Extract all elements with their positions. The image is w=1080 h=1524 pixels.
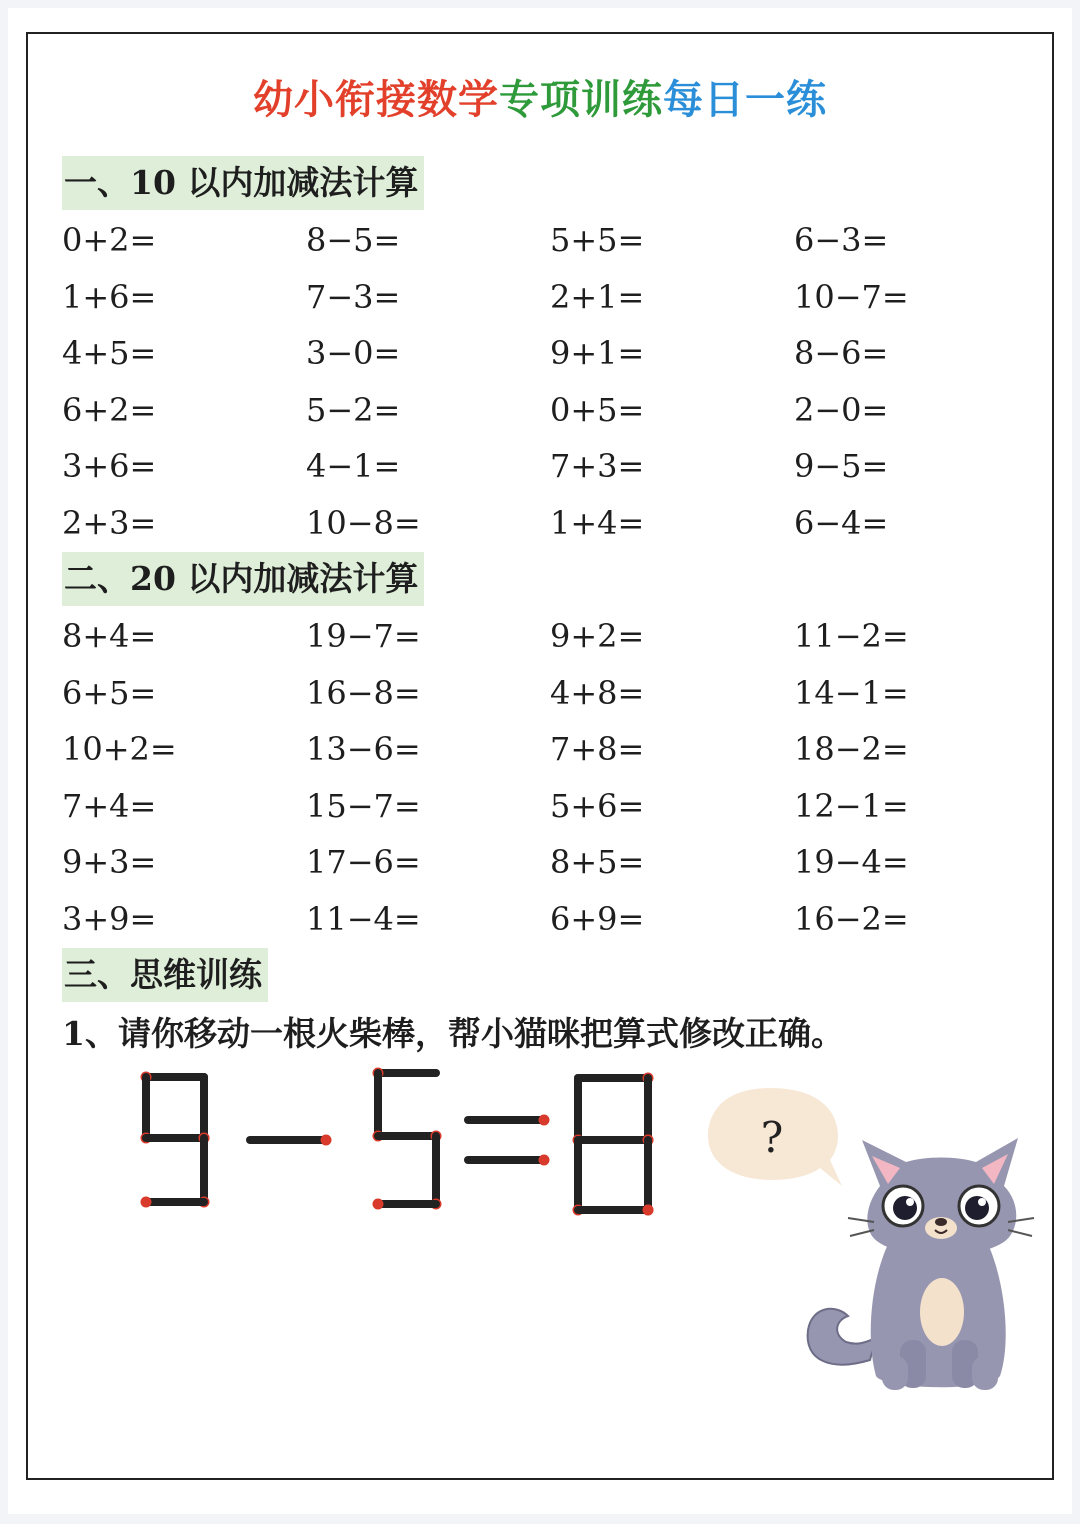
puzzle-question: 1、请你移动一根火柴棒，帮小猫咪把算式修改正确。 — [62, 1014, 844, 1053]
exercise-item: 5+5= — [550, 221, 645, 259]
exercise-item: 8+5= — [550, 843, 645, 882]
matchstick-head — [373, 1199, 384, 1210]
title-part-2: 专项训练 — [499, 77, 663, 123]
matchstick-equation — [141, 1068, 654, 1216]
exercise-item: 9−5= — [794, 447, 889, 486]
exercise-item: 14−1= — [794, 673, 909, 712]
exercise-item: 18−2= — [794, 730, 909, 769]
exercise-item: 19−4= — [794, 843, 909, 882]
exercise-item: 19−7= — [306, 617, 421, 655]
matchstick-head — [141, 1197, 152, 1208]
exercise-item: 6−4= — [794, 503, 889, 542]
exercise-item: 7+8= — [550, 730, 645, 769]
exercise-item: 17−6= — [306, 843, 421, 882]
matchstick-head — [539, 1115, 550, 1126]
matchstick-head — [539, 1155, 550, 1166]
speech-bubble — [708, 1088, 842, 1186]
exercise-item: 3+9= — [62, 899, 157, 938]
exercise-item: 0+2= — [62, 221, 157, 259]
exercise-item: 6+2= — [62, 390, 157, 429]
exercise-item: 11−2= — [794, 617, 909, 655]
exercise-item: 11−4= — [306, 899, 421, 938]
matchstick-head — [321, 1135, 332, 1146]
exercise-item: 10+2= — [62, 730, 177, 769]
bubble-question-mark: ? — [760, 1113, 784, 1162]
exercise-item: 6+9= — [550, 899, 645, 938]
exercise-item: 5+6= — [550, 786, 645, 825]
exercise-item: 3+6= — [62, 447, 157, 486]
exercise-item: 10−8= — [306, 503, 421, 542]
section-heading-2: 二、20 以内加减法计算 — [62, 552, 424, 606]
exercise-item: 6−3= — [794, 221, 889, 259]
exercise-item: 8+4= — [62, 617, 157, 655]
exercise-item: 6+5= — [62, 673, 157, 712]
exercise-item: 4−1= — [306, 447, 401, 486]
exercise-item: 10−7= — [794, 277, 909, 316]
exercise-item: 2+1= — [550, 277, 645, 316]
exercise-item: 4+5= — [62, 334, 157, 373]
exercise-item: 7+3= — [550, 447, 645, 486]
exercise-item: 15−7= — [306, 786, 421, 825]
exercise-item: 4+8= — [550, 673, 645, 712]
exercise-item: 1+4= — [550, 503, 645, 542]
exercise-item: 5−2= — [306, 390, 401, 429]
exercise-item: 7+4= — [62, 786, 157, 825]
section-heading-3: 三、思维训练 — [62, 948, 268, 1002]
exercise-item: 8−6= — [794, 334, 889, 373]
exercise-item: 16−8= — [306, 673, 421, 712]
cat-illustration — [808, 1138, 1034, 1390]
exercise-item: 7−3= — [306, 277, 401, 316]
title-part-3: 每日一练 — [663, 77, 827, 123]
exercise-item: 16−2= — [794, 899, 909, 938]
section-heading-1: 一、10 以内加减法计算 — [62, 156, 424, 210]
exercise-item: 9+3= — [62, 843, 157, 882]
exercise-item: 8−5= — [306, 221, 401, 259]
exercise-item: 1+6= — [62, 277, 157, 316]
exercise-item: 13−6= — [306, 730, 421, 769]
matchstick-head — [643, 1205, 654, 1216]
exercise-item: 9+1= — [550, 334, 645, 373]
exercise-item: 2−0= — [794, 390, 889, 429]
exercise-item: 3−0= — [306, 334, 401, 373]
exercise-item: 12−1= — [794, 786, 909, 825]
exercise-item: 0+5= — [550, 390, 645, 429]
exercise-item: 9+2= — [550, 617, 645, 655]
exercise-item: 2+3= — [62, 503, 157, 542]
title-part-1: 幼小衔接数学 — [253, 77, 499, 123]
